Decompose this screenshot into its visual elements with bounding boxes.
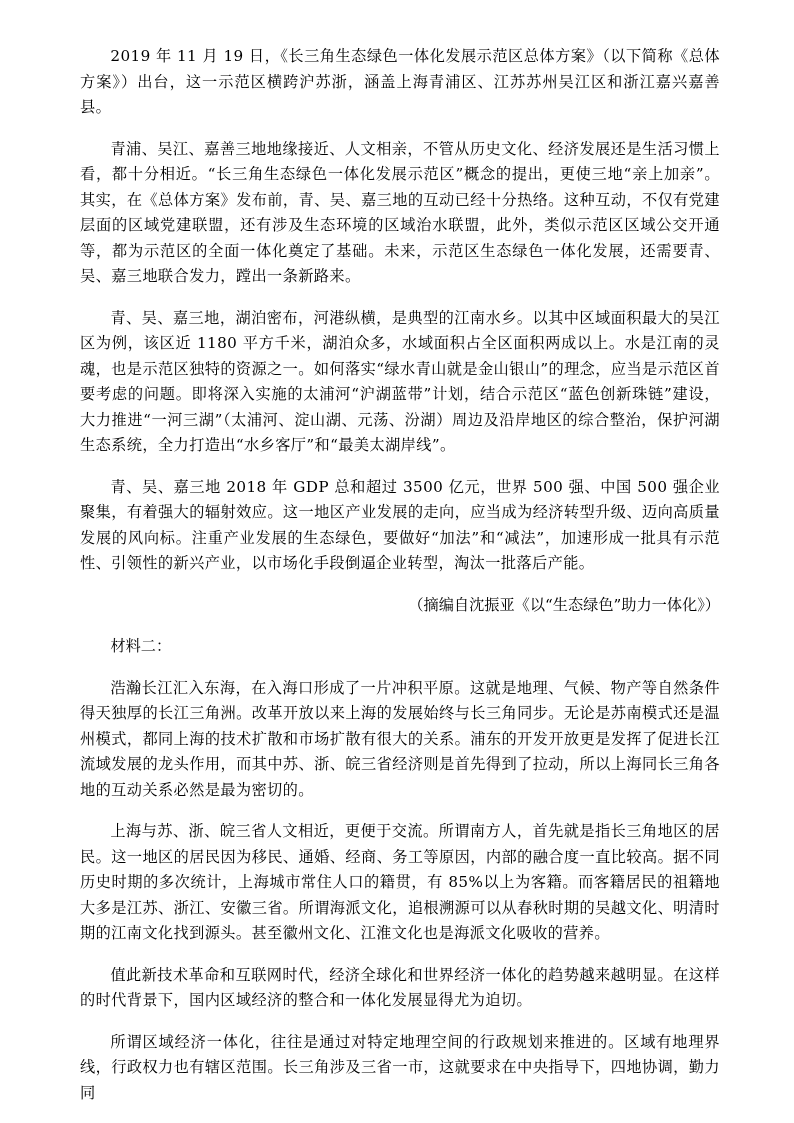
material-one-paragraph-2: 青浦、吴江、嘉善三地地缘接近、人文相亲，不管从历史文化、经济发展还是生活习惯上看，都十分相近。“长三角生态绿色一体化发展示范区”概念的提出，更使三地“亲上加亲”。其实，在《总体方案》发布前，青、吴、嘉三地的互动已经十分热络。这种互动，不仅有党建层面的区域党建联盟，还有涉及生态环境的区域治水联盟，此外，类似示范区区域公交开通等，都为示范区的全面一体化奠定了基础。未来，示范区生态绿色一体化发展，还需要青、吴、嘉三地联合发力，蹚出一条新路来。 [80, 139, 720, 285]
material-two-paragraph-2: 上海与苏、浙、皖三省人文相近，更便于交流。所谓南方人，首先就是指长三角地区的居民。这一地区的居民因为移民、通婚、经商、务工等原因，内部的融合度一直比较高。据不同历史时期的多次统计，上海城市常住人口的籍贯，有 85%以上为客籍。而客籍居民的祖籍地大多是江苏、浙江、安徽三省。所谓海派文化，追根溯源可以从春秋时期的吴越文化、明清时期的江南文化找到源头。甚至徽州文化、江淮文化也是海派文化吸收的营养。 [80, 822, 720, 942]
material-one-source: （摘编自沈振亚《以“生态绿色”助力一体化》） [408, 595, 720, 614]
material-two-paragraph-4: 所谓区域经济一体化，往往是通过对特定地理空间的行政规划来推进的。区域有地理界线，行政权力也有辖区范围。长三角涉及三省一市，这就要求在中央指导下，四地协调，勤力同 [80, 1032, 720, 1102]
material-one-paragraph-4: 青、吴、嘉三地 2018 年 GDP 总和超过 3500 亿元，世界 500 强、中国 500 强企业聚集，有着强大的辐射效应。这一地区产业发展的走向，应当成为经济转型升级、迈向高质量发展的风向标。注重产业发展的生态绿色，要做好“加法”和“减法”，加速形成一批具有示范性、引领性的新兴产业，以市场化手段倒逼企业转型，淘汰一批落后产能。 [80, 477, 720, 572]
document-page [80, 44, 720, 1106]
material-one-paragraph-1: 2019 年 11 月 19 日，《长三角生态绿色一体化发展示范区总体方案》（以下简称《总体方案》）出台，这一示范区横跨沪苏浙，涵盖上海青浦区、江苏苏州吴江区和浙江嘉兴嘉善县。 [80, 47, 720, 116]
material-two-heading: 材料二： [110, 637, 172, 655]
material-two-paragraph-3: 值此新技术革命和互联网时代，经济全球化和世界经济一体化的趋势越来越明显。在这样的时代背景下，国内区域经济的整合和一体化发展显得尤为迫切。 [80, 965, 720, 1009]
material-one-paragraph-3: 青、吴、嘉三地，湖泊密布，河港纵横，是典型的江南水乡。以其中区域面积最大的吴江区为例，该区近 1180 平方千米，湖泊众多，水域面积占全区面积两成以上。水是江南的灵魂，也是示范区独特的资源之一。如何落实“绿水青山就是金山银山”的理念，应当是示范区首要考虑的问题。即将深入实施的太浦河“沪湖蓝带”计划，结合示范区“蓝色创新珠链”建设，大力推进“一河三湖”（太浦河、淀山湖、元荡、汾湖）周边及沿岸地区的综合整治，保护河湖生态系统，全力打造出“水乡客厅”和“最美太湖岸线”。 [80, 308, 720, 454]
material-two-paragraph-1: 浩瀚长江汇入东海，在入海口形成了一片冲积平原。这就是地理、气候、物产等自然条件得天独厚的长江三角洲。改革开放以来上海的发展始终与长三角同步。无论是苏南模式还是温州模式，都同上海的技术扩散和市场扩散有很大的关系。浦东的开发开放更是发挥了促进长江流域发展的龙头作用，而其中苏、浙、皖三省经济则是首先得到了拉动，所以上海同长三角各地的互动关系必然是最为密切的。 [80, 678, 720, 799]
